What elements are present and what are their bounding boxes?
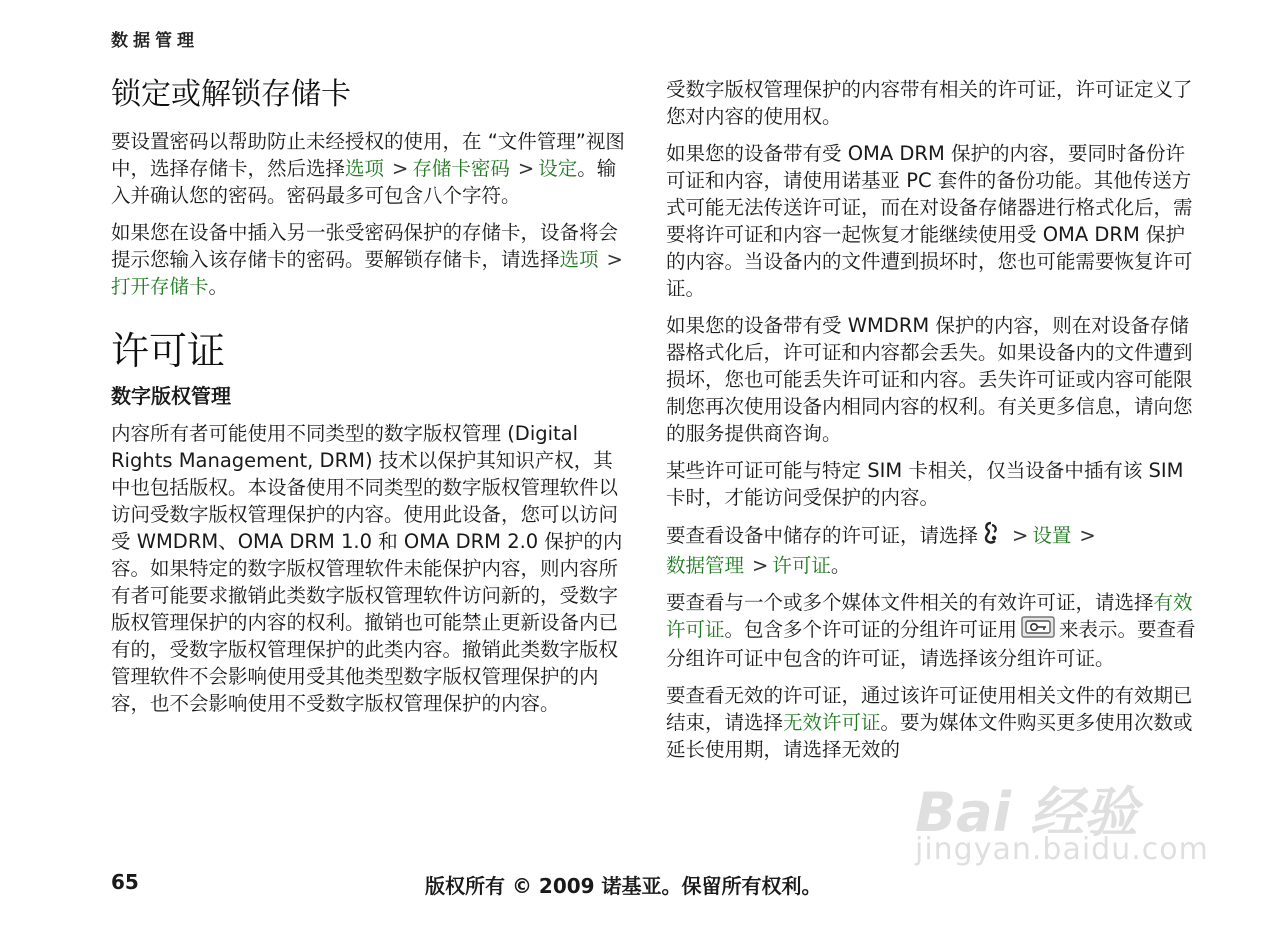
text: 。要为媒体文件购买更多使用次数或延长使用期，请选择无效的: [666, 711, 1193, 761]
text: 要查看与一个或多个媒体文件相关的有效许可证，请选择: [666, 591, 1154, 614]
paragraph-license-definition: 受数字版权管理保护的内容带有相关的许可证，许可证定义了您对内容的使用权。: [666, 78, 1193, 128]
text: 要设置密码以帮助防止未经授权的使用，在 “文件管理”视图中，选择存储卡，然后选择: [111, 130, 625, 180]
text: 。: [830, 554, 851, 577]
page-number: 65: [111, 870, 139, 894]
menu-valid-licenses-link: 有效许可证: [666, 591, 1193, 641]
nokia-menu-key-icon: [982, 521, 1000, 552]
menu-settings-link: 设置: [1032, 524, 1072, 547]
paragraph-wmdrm: 如果您的设备带有受 WMDRM 保护的内容，则在对设备存储器格式化后，许可证和内容都会丢失。如果设备内的文件遭到损坏，您也可能丢失许可证和内容。丢失许可证或内容可能限制您再次使用设备内相同内容的权利。有关更多信息，请向您的服务提供商咨询。: [666, 314, 1193, 445]
text: 。输入并确认您的密码。密码最多可包含八个字符。: [111, 157, 617, 207]
text: 要查看设备中储存的许可证，请选择: [666, 524, 979, 547]
separator: >: [392, 157, 409, 180]
running-head: 数据管理: [111, 31, 199, 51]
paragraph-unlock-card: [111, 219, 631, 300]
paragraph-invalid-licenses: [666, 682, 1196, 763]
text: 如果您在设备中插入另一张受密码保护的存储卡，设备将会提示您输入该存储卡的密码。要解锁存储卡，请选择: [111, 221, 619, 271]
menu-data-management-link: 数据管理: [666, 554, 745, 577]
menu-card-password-link: 存储卡密码: [412, 157, 510, 180]
separator: >: [1079, 524, 1096, 547]
left-column: [111, 70, 631, 727]
paragraph-view-licenses: [666, 521, 1196, 579]
separator: >: [752, 554, 769, 577]
license-group-icon: [1021, 616, 1055, 645]
menu-set-link: 设定: [538, 157, 578, 180]
right-column: [666, 76, 1196, 773]
menu-invalid-licenses-link: 无效许可证: [783, 711, 881, 734]
menu-licenses-link: 许可证: [772, 554, 831, 577]
paragraph-set-password: [111, 128, 631, 209]
paragraph-drm: 内容所有者可能使用不同类型的数字版权管理 (Digital Rights Management, DRM) 技术以保护其知识产权，其中也包括版权。本设备使用不同类型的数字版权管理软件以访问受数字版权管理保护的内容。使用此设备，您可以访问受 WMDRM、OMA DRM 1.0 和 OMA DRM 2.0 保护的内容。如果特定的数字版权管理软件未能保护内容，则内容所有者可能要求撤销此类数字版权管理软件访问新的，受数字版权管理保护的内容的权利。撤销也可能禁止更新设备内已有的，受数字版权管理保护的此类内容。撤销此类数字版权管理软件不会影响使用受其他类型数字版权管理保护的内容，也不会影响使用不受数字版权管理保护的内容。: [111, 422, 623, 715]
watermark-url: jingyan.baidu.com: [915, 832, 1209, 867]
text: 。: [208, 275, 229, 298]
section-title: 锁定或解锁存储卡: [111, 77, 351, 112]
text: 。包含多个许可证的分组许可证用: [724, 618, 1018, 641]
copyright-notice: 版权所有 © 2009 诺基亚。保留所有权利。: [425, 874, 822, 898]
text: 来表示。要查看分组许可证中包含的许可证，请选择该分组许可证。: [666, 618, 1196, 670]
text: 要查看无效的许可证，通过该许可证使用相关文件的有效期已结束，请选择: [666, 684, 1193, 734]
separator: >: [606, 248, 623, 271]
paragraph-sim: 某些许可证可能与特定 SIM 卡相关，仅当设备中插有该 SIM 卡时，才能访问受保护的内容。: [666, 459, 1184, 509]
page-footer: [0, 870, 1280, 900]
paragraph-valid-licenses: [666, 589, 1196, 672]
menu-options-link: 选项: [345, 157, 385, 180]
subheading: 数字版权管理: [111, 384, 231, 408]
chapter-title: 许可证: [111, 329, 226, 373]
menu-options-link: 选项: [559, 248, 599, 271]
menu-open-card-link: 打开存储卡: [111, 275, 209, 298]
separator: >: [1012, 524, 1029, 547]
separator: >: [517, 157, 535, 180]
watermark-logo: Bai 经验: [915, 781, 1138, 844]
watermark: [905, 770, 1209, 880]
paragraph-oma-drm: 如果您的设备带有受 OMA DRM 保护的内容，要同时备份许可证和内容，请使用诺基亚 PC 套件的备份功能。其他传送方式可能无法传送许可证，而在对设备存储器进行格式化后，需要将许可证和内容一起恢复才能继续使用受 OMA DRM 保护的内容。当设备内的文件遭到损坏时，您也可能需要恢复许可证。: [666, 142, 1193, 300]
